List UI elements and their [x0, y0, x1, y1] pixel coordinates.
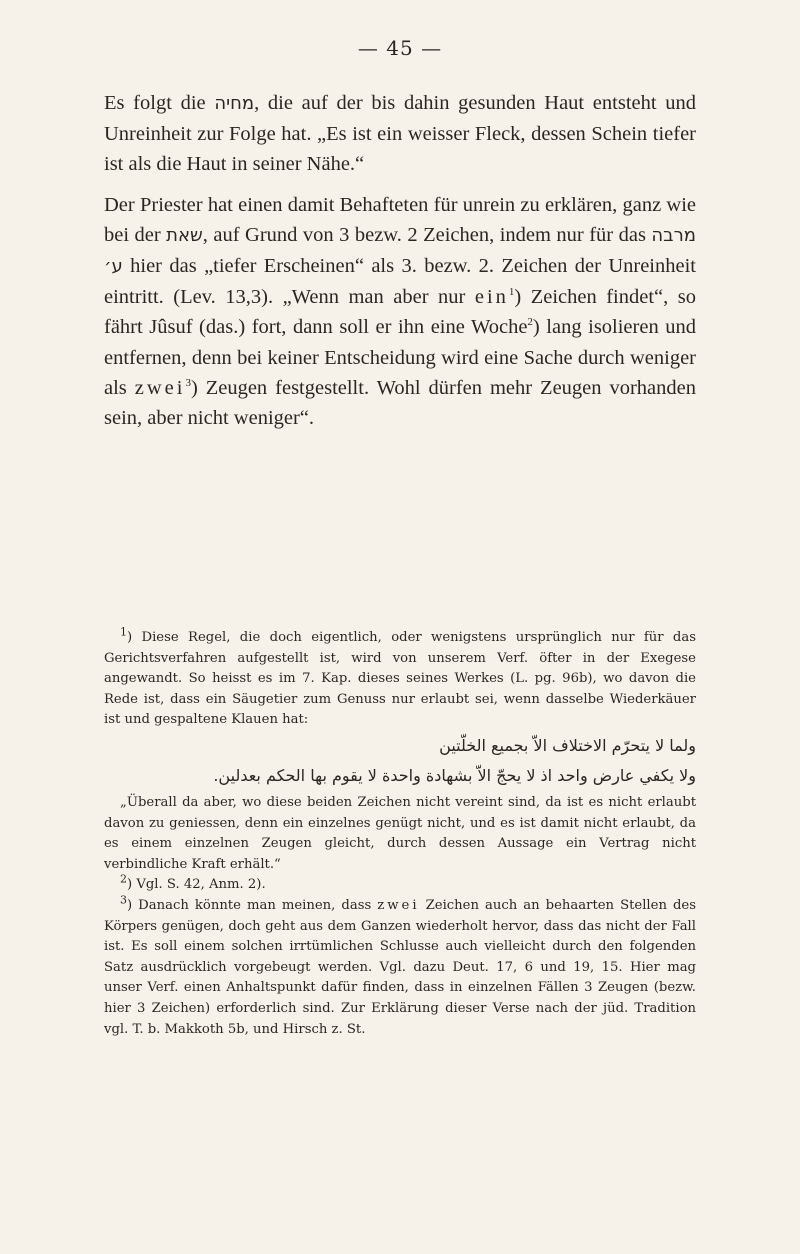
arabic-quote-line-1: ولما لا يتحرّم الاختلاف الاّ بجميع الخلّتين	[439, 735, 696, 755]
footnotes	[104, 625, 697, 1040]
emphasis-ein: ein	[474, 286, 509, 309]
hebrew-term-marbe: מרבה ע׳	[104, 224, 696, 278]
p2-text-b: , auf Grund von 3 bezw. 2 Zeichen, indem nur für das	[202, 223, 652, 246]
footnote-3-mark: 3	[120, 893, 127, 907]
p2-text-c: hier das „tiefer Erscheinen“ als 3. bezw. 2. Zeichen der Unreinheit eintritt. (Lev. 13,3). „Wenn man aber nur	[104, 255, 696, 309]
footnote-1	[104, 625, 696, 731]
footnote-3	[104, 893, 697, 1040]
footnote-2-mark: 2	[120, 872, 127, 886]
hebrew-term-seet: שאת	[166, 224, 203, 246]
arabic-quote-line-2: ولا يكفي عارض واحد اذ لا يحجّ الاّ بشهادة واحدة لا يقوم بها الحكم بعدلين.	[213, 765, 696, 785]
footnote-2-text: ) Vgl. S. 42, Anm. 2).	[127, 877, 266, 893]
footnote-2	[104, 872, 696, 896]
footnote-1-translation: „Überall da aber, wo diese beiden Zeichen nicht vereint sind, da ist es nicht erlaubt davon zu geniessen, denn ein einzelnes genügt nicht, und es ist damit nicht erlaubt, da es einem einzelnen Zeugen gleicht, durch dessen Aussage ein Vertrag nicht verbindliche Kraft erhält.“	[104, 794, 696, 872]
footnote-3-text-a: ) Danach könnte man meinen, dass	[127, 897, 378, 913]
paragraph-2	[104, 190, 696, 434]
p2-text-d: ) Zeichen findet“, so fährt Jûsuf (das.) fort, dann soll er ihn eine Woche	[104, 286, 696, 339]
p2-text-e: ) lang isolieren und entfernen, denn bei keiner Entscheidung wird eine Sache durch weniger als	[104, 316, 696, 399]
p2-text-f: ) Zeugen festgestellt. Wohl dürfen mehr Zeugen vorhanden sein, aber nicht weniger“.	[104, 376, 696, 430]
emphasis-zwei: zwei	[134, 376, 186, 399]
main-text	[104, 88, 696, 433]
hebrew-term-michja: מחיה	[214, 93, 255, 114]
p1-text-a: Es folgt die	[104, 92, 215, 114]
footnote-1-mark: 1	[120, 625, 127, 639]
footnote-ref-2: 2	[527, 316, 533, 329]
footnote-3-text-b: Zeichen auch an behaarten Stellen des Körpers genügen, doch geht aus dem Ganzen wiederholt hervor, dass das nicht der Fall ist. Es soll einem solchen irrtümlichen Schlusse auch vielleicht durch den folgenden Satz ausdrücklich vorgebeugt werden. Vgl. dazu Deut. 17, 6 und 19, 15. Hier mag unser Verf. einen Anhaltspunkt dafür finden, dass in einzelnen Fällen 3 Zeugen (bezw. hier 3 Zeichen) erforderlich sind. Zur Erklärung dieser Verse nach der jüd. Tradition vgl. T. b. Makkoth 5b, und Hirsch z. St.	[104, 897, 697, 1037]
p1-text-b: , die auf der bis dahin gesunden Haut entsteht und Unreinheit zur Folge hat. „Es ist ein weisser Fleck, dessen Schein tiefer ist als die Haut in seiner Nähe.“	[104, 92, 696, 176]
footnote-ref-1: 1	[508, 286, 515, 299]
p2-text-a: Der Priester hat einen damit Behafteten für unrein zu erklären, ganz wie bei der	[104, 193, 696, 246]
footnote-3-emphasis-zwei: zwei	[377, 897, 420, 913]
footnote-ref-3: 3	[185, 377, 191, 389]
footnote-1-text: ) Diese Regel, die doch eigentlich, oder wenigstens ursprünglich nur für das Gerichtsverfahren aufgestellt ist, wird von unserem Verf. öfter in der Exegese angewandt. So heisst es im 7. Kap. dieses seines Werkes (L. pg. 96b), wo davon die Rede ist, dass ein Säugetier zum Genuss nur erlaubt sei, wenn dasselbe Wiederkäuer ist und gespaltene Klauen hat:	[104, 630, 696, 728]
paragraph-1	[104, 88, 696, 180]
page-number: — 45 —	[357, 36, 443, 60]
